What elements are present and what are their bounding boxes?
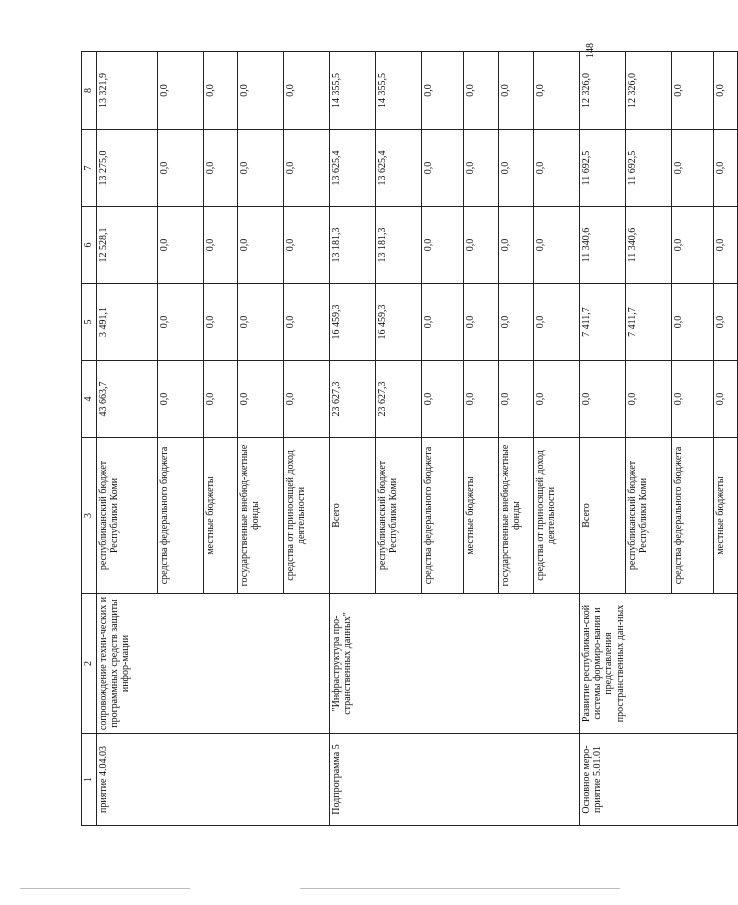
column-number-header: 2 — [82, 594, 97, 734]
amount-cell: 0,0 — [464, 52, 499, 130]
amount-cell: 0,0 — [464, 284, 499, 361]
amount-cell: 0,0 — [534, 52, 580, 130]
amount-cell: 12 528,1 — [97, 207, 158, 284]
amount-cell: 0,0 — [580, 361, 626, 438]
amount-cell: 3 491,1 — [97, 284, 158, 361]
amount-cell: 0,0 — [672, 52, 714, 130]
amount-cell: 7 411,7 — [626, 284, 672, 361]
activity-name-cell: сопровождение техни-ческих и программных средств защиты инфор-мации — [97, 594, 330, 734]
amount-cell: 0,0 — [204, 284, 238, 361]
amount-cell: 0,0 — [714, 207, 738, 284]
page-number: 148 — [585, 43, 596, 58]
amount-cell: 0,0 — [714, 52, 738, 130]
funding-source-cell: республиканский бюджет Республики Коми — [376, 438, 422, 594]
amount-cell: 0,0 — [284, 130, 330, 207]
funding-source-cell: республиканский бюджет Республики Коми — [626, 438, 672, 594]
budget-table — [81, 51, 738, 826]
amount-cell: 13 625,4 — [376, 130, 422, 207]
amount-cell: 13 181,3 — [376, 207, 422, 284]
amount-cell: 14 355,5 — [376, 52, 422, 130]
column-number-header: 6 — [82, 207, 97, 284]
amount-cell: 7 411,7 — [580, 284, 626, 361]
amount-cell: 0,0 — [464, 361, 499, 438]
footer-line — [20, 888, 190, 889]
amount-cell: 0,0 — [714, 130, 738, 207]
amount-cell: 0,0 — [672, 361, 714, 438]
amount-cell: 14 355,5 — [330, 52, 376, 130]
amount-cell: 0,0 — [714, 284, 738, 361]
amount-cell: 0,0 — [158, 284, 204, 361]
activity-code-cell: приятие 4.04.03 — [97, 734, 330, 826]
amount-cell: 0,0 — [158, 361, 204, 438]
column-number-header: 5 — [82, 284, 97, 361]
amount-cell: 0,0 — [499, 130, 534, 207]
amount-cell: 0,0 — [534, 130, 580, 207]
amount-cell: 0,0 — [422, 284, 464, 361]
amount-cell: 0,0 — [238, 284, 284, 361]
amount-cell: 0,0 — [422, 130, 464, 207]
amount-cell: 0,0 — [534, 207, 580, 284]
funding-source-cell: Всего — [580, 438, 626, 594]
amount-cell: 0,0 — [499, 207, 534, 284]
amount-cell: 0,0 — [204, 361, 238, 438]
amount-cell: 0,0 — [672, 284, 714, 361]
amount-cell: 23 627,3 — [330, 361, 376, 438]
amount-cell: 0,0 — [238, 207, 284, 284]
column-number-header: 8 — [82, 52, 97, 130]
amount-cell: 0,0 — [284, 207, 330, 284]
footer-line — [300, 888, 620, 889]
table-row — [580, 52, 626, 826]
funding-source-cell: средства федерального бюджета — [158, 438, 204, 594]
amount-cell: 12 326,0 — [580, 52, 626, 130]
amount-cell: 0,0 — [204, 52, 238, 130]
amount-cell: 0,0 — [158, 130, 204, 207]
funding-source-cell: местные бюджеты — [714, 438, 738, 594]
amount-cell: 0,0 — [499, 361, 534, 438]
amount-cell: 13 181,3 — [330, 207, 376, 284]
amount-cell: 0,0 — [284, 361, 330, 438]
amount-cell: 0,0 — [158, 207, 204, 284]
amount-cell: 0,0 — [464, 130, 499, 207]
table-row — [97, 52, 158, 826]
amount-cell: 0,0 — [422, 361, 464, 438]
funding-source-cell: средства федерального бюджета — [672, 438, 714, 594]
header-row — [82, 52, 97, 826]
amount-cell: 0,0 — [626, 361, 672, 438]
activity-name-cell: Развитие республикан-ской системы формиро-вания и представления пространственных дан-ных — [580, 594, 738, 734]
amount-cell: 13 321,9 — [97, 52, 158, 130]
amount-cell: 0,0 — [714, 361, 738, 438]
amount-cell: 0,0 — [238, 130, 284, 207]
activity-name-cell: "Инфраструктура про-странственных данных" — [330, 594, 580, 734]
amount-cell: 16 459,3 — [376, 284, 422, 361]
funding-source-cell: республиканский бюджет Республики Коми — [97, 438, 158, 594]
amount-cell: 0,0 — [158, 52, 204, 130]
amount-cell: 0,0 — [238, 361, 284, 438]
amount-cell: 0,0 — [238, 52, 284, 130]
funding-source-cell: средства федерального бюджета — [422, 438, 464, 594]
amount-cell: 11 340,6 — [580, 207, 626, 284]
amount-cell: 0,0 — [284, 52, 330, 130]
funding-source-cell: местные бюджеты — [464, 438, 499, 594]
amount-cell: 0,0 — [534, 361, 580, 438]
amount-cell: 0,0 — [422, 52, 464, 130]
column-number-header: 7 — [82, 130, 97, 207]
amount-cell: 12 326,0 — [626, 52, 672, 130]
amount-cell: 43 663,7 — [97, 361, 158, 438]
funding-source-cell: местные бюджеты — [204, 438, 238, 594]
amount-cell: 0,0 — [464, 207, 499, 284]
amount-cell: 0,0 — [534, 284, 580, 361]
amount-cell: 0,0 — [672, 130, 714, 207]
funding-source-cell: средства от приносящей доход деятельности — [284, 438, 330, 594]
amount-cell: 13 625,4 — [330, 130, 376, 207]
amount-cell: 0,0 — [284, 284, 330, 361]
amount-cell: 16 459,3 — [330, 284, 376, 361]
amount-cell: 0,0 — [499, 52, 534, 130]
column-number-header: 3 — [82, 438, 97, 594]
amount-cell: 0,0 — [204, 207, 238, 284]
column-number-header: 4 — [82, 361, 97, 438]
amount-cell: 11 692,5 — [580, 130, 626, 207]
column-number-header: 1 — [82, 734, 97, 826]
table-row — [330, 52, 376, 826]
funding-source-cell: Всего — [330, 438, 376, 594]
amount-cell: 0,0 — [422, 207, 464, 284]
funding-source-cell: государственные внебюд-жетные фонды — [499, 438, 534, 594]
amount-cell: 23 627,3 — [376, 361, 422, 438]
amount-cell: 0,0 — [672, 207, 714, 284]
activity-code-cell: Подпрограмма 5 — [330, 734, 580, 826]
amount-cell: 13 275,0 — [97, 130, 158, 207]
amount-cell: 0,0 — [204, 130, 238, 207]
amount-cell: 11 340,6 — [626, 207, 672, 284]
amount-cell: 11 692,5 — [626, 130, 672, 207]
funding-source-cell: государственные внебюд-жетные фонды — [238, 438, 284, 594]
amount-cell: 0,0 — [499, 284, 534, 361]
rotated-table-container — [81, 52, 726, 826]
activity-code-cell: Основное меро-приятие 5.01.01 — [580, 734, 738, 826]
funding-source-cell: средства от приносящей доход деятельности — [534, 438, 580, 594]
